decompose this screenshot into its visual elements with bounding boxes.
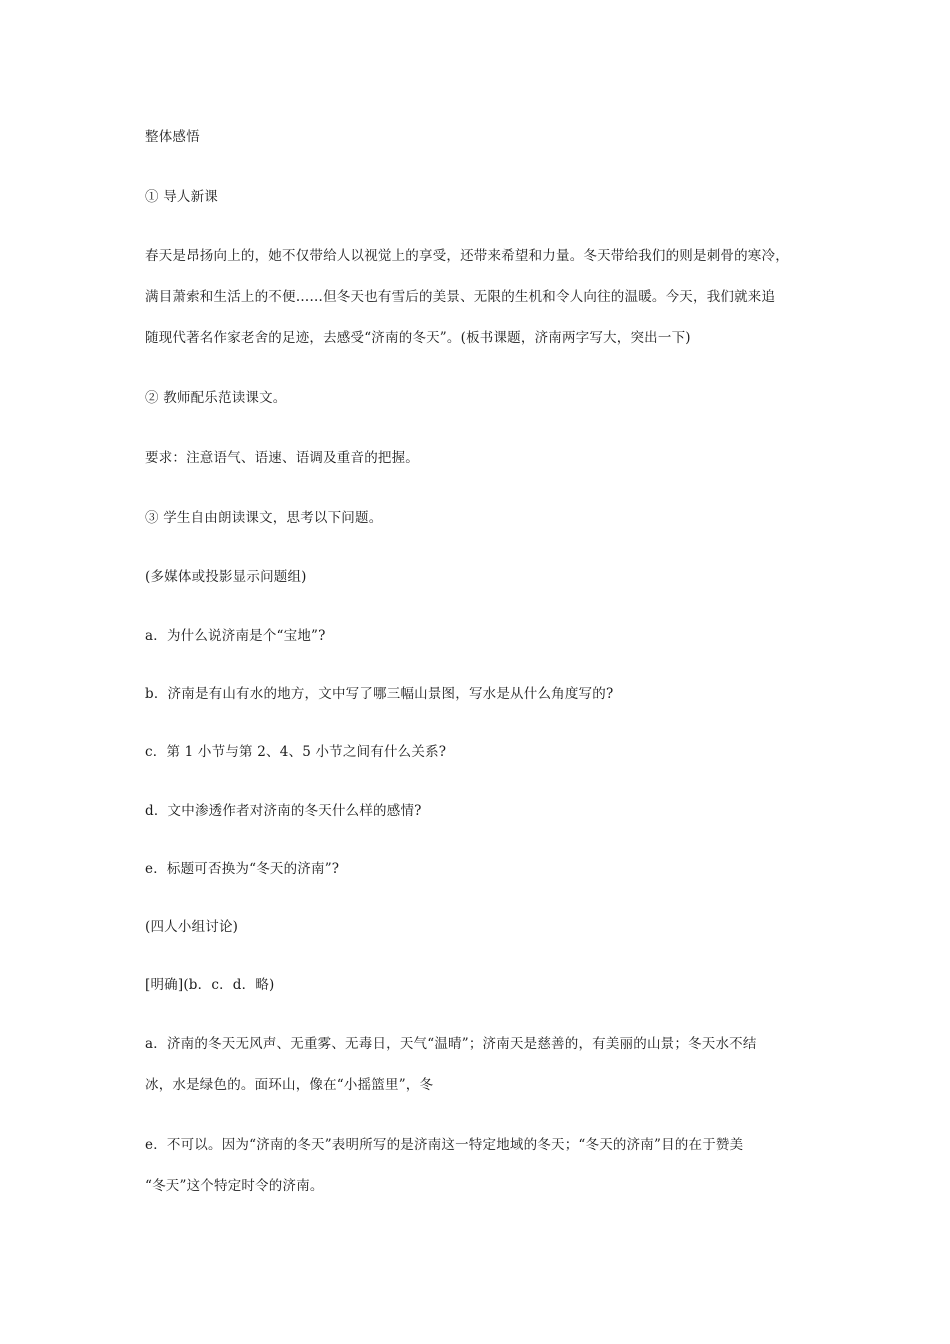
answer-e-line-1: e．不可以。因为“济南的冬天”表明所写的是济南这一特定地域的冬天；“冬天的济南”目的在于赞美 <box>145 1137 744 1153</box>
answer-a-line-2: 冰，水是绿色的。面环山，像在“小摇篮里”，冬 <box>145 1077 434 1093</box>
step-3-free-reading: ③ 学生自由朗读课文，思考以下问题。 <box>145 510 383 526</box>
step-1-intro: ① 导人新课 <box>145 189 218 205</box>
clarify-label: [明确](b．c．d．略) <box>145 977 275 993</box>
group-discussion-note: (四人小组讨论) <box>145 919 239 935</box>
intro-paragraph-line-1: 春天是昂扬向上的，她不仅带给人以视觉上的享受，还带来希望和力量。冬天带给我们的则是刺骨的寒冷， <box>145 248 789 264</box>
question-b: b．济南是有山有水的地方，文中写了哪三幅山景图，写水是从什么角度写的? <box>145 686 614 702</box>
question-a: a．为什么说济南是个“宝地”? <box>145 628 326 644</box>
step-2-reading: ② 教师配乐范读课文。 <box>145 390 287 406</box>
question-e: e．标题可否换为“冬天的济南”? <box>145 861 340 877</box>
question-c: c．第 1 小节与第 2、4、5 小节之间有什么关系? <box>145 744 447 760</box>
reading-requirement: 要求：注意语气、语速、语调及重音的把握。 <box>145 450 419 466</box>
intro-paragraph-line-3: 随现代著名作家老舍的足迹，去感受“济南的冬天”。(板书课题，济南两字写大，突出一下) <box>145 330 691 346</box>
answer-e-line-2: “冬天”这个特定时令的济南。 <box>145 1178 324 1194</box>
multimedia-note: (多媒体或投影显示问题组) <box>145 569 307 585</box>
section-heading: 整体感悟 <box>145 129 200 145</box>
intro-paragraph-line-2: 满目萧索和生活上的不便……但冬天也有雪后的美景、无限的生机和令人向往的温暖。今天，我们就来追 <box>145 289 776 305</box>
answer-a-line-1: a．济南的冬天无风声、无重雾、无毒日，天气“温晴”；济南天是慈善的，有美丽的山景；冬天水不结 <box>145 1036 757 1052</box>
question-d: d．文中渗透作者对济南的冬天什么样的感情? <box>145 803 422 819</box>
